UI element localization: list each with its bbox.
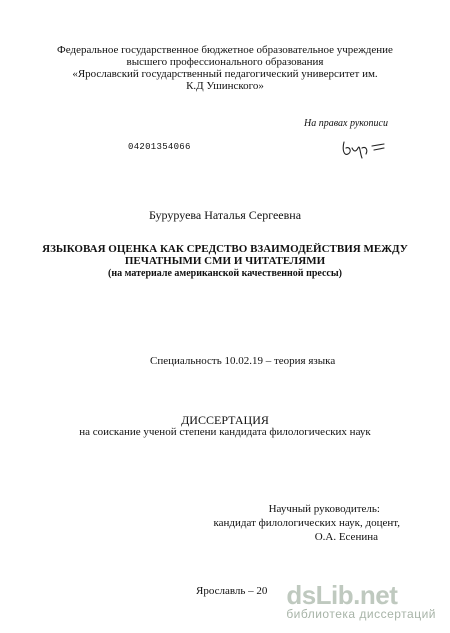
handwritten-signature [340, 136, 396, 162]
watermark-tagline: библиотека диссертаций [286, 607, 436, 621]
degree-line: на соискание ученой степени кандидата филологических наук [79, 426, 371, 438]
manuscript-label: На правах рукописи [304, 118, 388, 129]
institution-line-3: «Ярославский государственный педагогический университет им. [72, 68, 378, 80]
institution-line-2: высшего профессионального образования [126, 56, 324, 68]
institution-header [0, 44, 450, 92]
supervisor-title: кандидат филологических наук, доцент, [213, 517, 400, 529]
document-code: 04201354066 [128, 142, 191, 152]
institution-line-1: Федеральное государственное бюджетное образовательное учреждение [57, 44, 393, 56]
watermark-logo [286, 580, 436, 621]
dissertation-title [0, 243, 450, 267]
author-name: Буруруева Наталья Сергеевна [148, 208, 302, 222]
institution-line-4: К.Д Ушинского» [186, 80, 264, 92]
supervisor-label: Научный руководитель: [268, 503, 380, 515]
title-line-2: ПЕЧАТНЫМИ СМИ И ЧИТАТЕЛЯМИ [124, 255, 326, 267]
city-year: Ярославль – 20 [196, 585, 268, 597]
title-line-1: ЯЗЫКОВАЯ ОЦЕНКА КАК СРЕДСТВО ВЗАИМОДЕЙСТВИЯ МЕЖДУ [42, 243, 408, 255]
watermark-brand: dsLib.net [286, 580, 398, 610]
dissertation-subtitle: (на материале американской качественной прессы) [108, 268, 342, 279]
supervisor-name: О.А. Есенина [314, 531, 378, 543]
document-type: ДИССЕРТАЦИЯ [181, 413, 269, 427]
specialty: Специальность 10.02.19 – теория языка [150, 355, 336, 367]
